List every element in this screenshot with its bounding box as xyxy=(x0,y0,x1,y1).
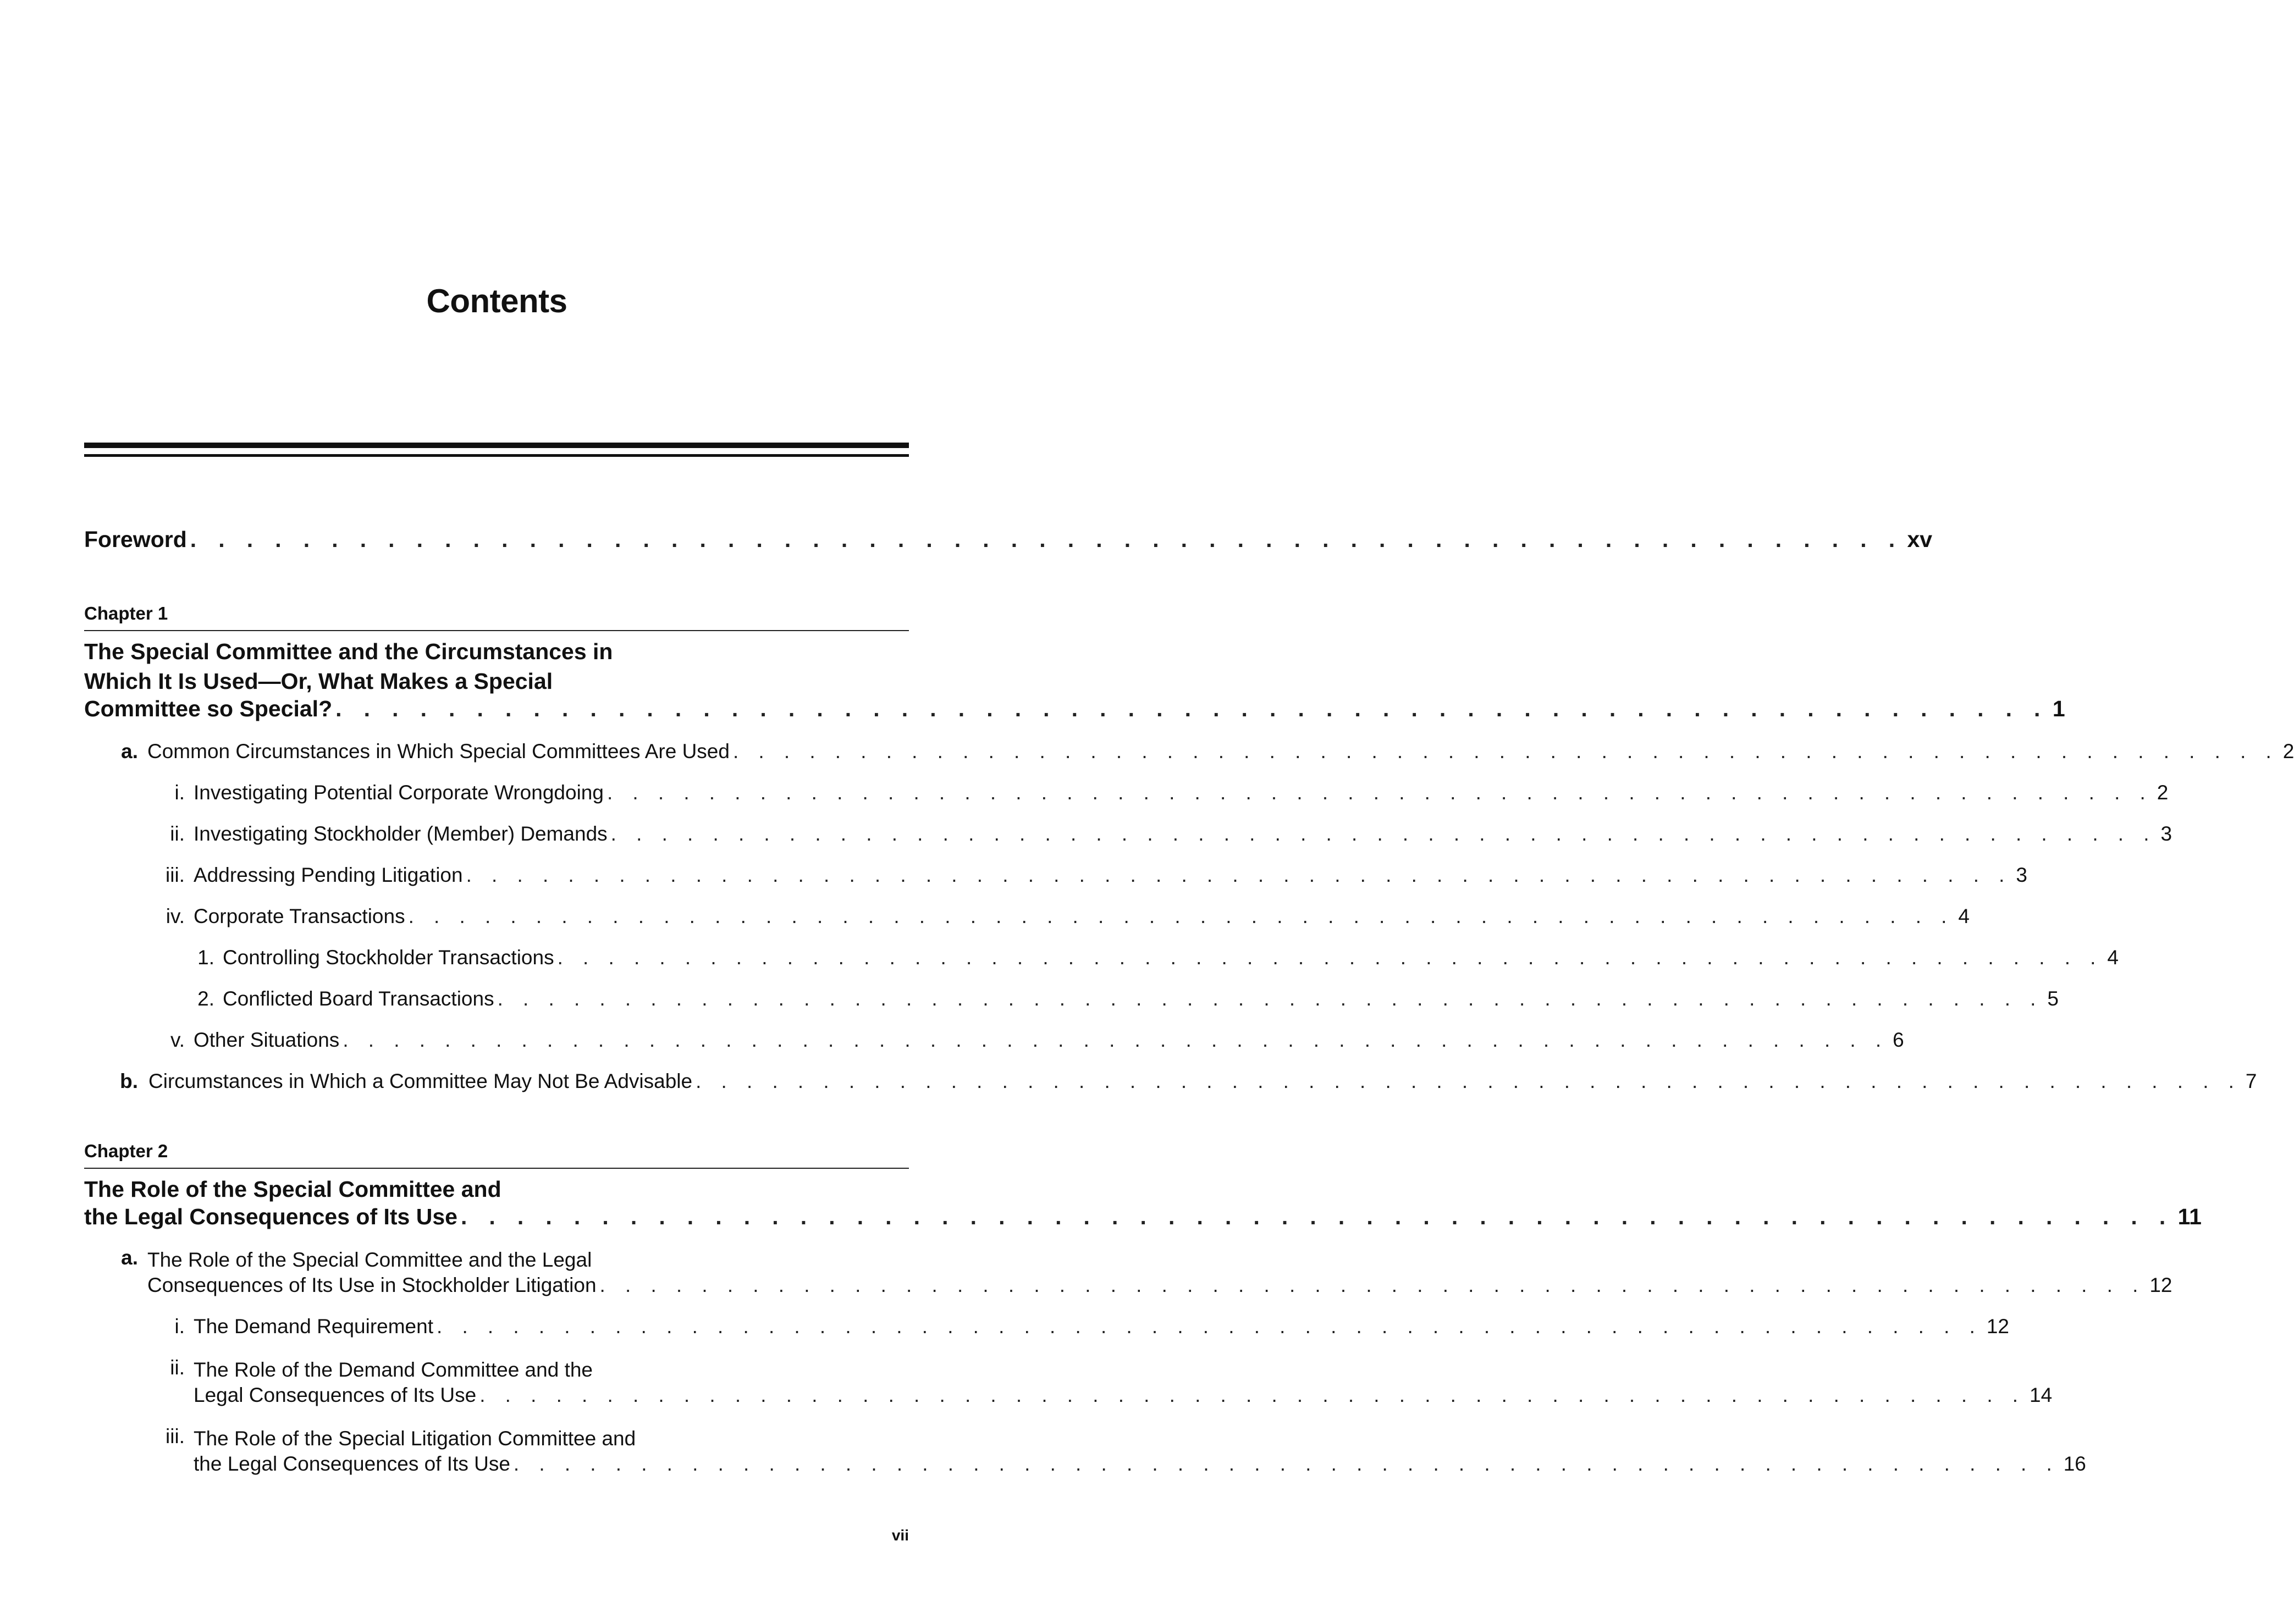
chapter-1-page: 1 xyxy=(2052,696,2065,721)
entry-title: Investigating Potential Corporate Wrongdoing xyxy=(194,781,604,804)
toc-entry[interactable] xyxy=(194,905,1970,928)
toc-entry[interactable] xyxy=(223,946,2119,969)
entry-title: Investigating Stockholder (Member) Demands xyxy=(194,822,608,845)
entry-page: 6 xyxy=(1893,1029,1904,1051)
chapter-2-title-line: The Role of the Special Committee and xyxy=(84,1176,501,1202)
entry-marker: ii. xyxy=(170,1356,185,1379)
toc-entry[interactable] xyxy=(194,822,2172,846)
entry-marker: 2. xyxy=(197,987,214,1010)
entry-page: 12 xyxy=(2149,1274,2172,1296)
leader-dots: . . . . . . . . . . . . . . . . . . . . . . . . . . . . . . . . . . . . . . . . . . . . . . . . . . . . . . . . . . . . . xyxy=(437,1315,1982,1338)
toc-chapter-1[interactable] xyxy=(84,696,2065,722)
leader-dots: . . . . . . . . . . . . . . . . . . . . . . . . . . . . . . . . . . . . . . . . . . . . . . . . . . . . . . . . . . . . . xyxy=(599,1274,2146,1296)
toc-entry[interactable] xyxy=(194,1029,1904,1052)
entry-title: Controlling Stockholder Transactions xyxy=(223,946,554,969)
leader-dots: . . . . . . . . . . . . . . . . . . . . . . . . . . . . . . . . . . . . . . . . . . . . . . . . . . . . . . . . . . . . . xyxy=(335,696,2048,721)
entry-marker: a. xyxy=(121,740,138,763)
entry-title: Conflicted Board Transactions xyxy=(223,987,494,1010)
entry-marker: i. xyxy=(174,781,185,804)
toc-entry[interactable] xyxy=(148,1070,2257,1093)
entry-marker: ii. xyxy=(170,822,185,845)
entry-marker: 1. xyxy=(197,946,214,969)
toc-entry[interactable] xyxy=(194,1384,2053,1407)
leader-dots: . . . . . . . . . . . . . . . . . . . . . . . . . . . . . . . . . . . . . . . . . . . . . . . . . . . . . . . . . . . . . xyxy=(696,1070,2241,1092)
chapter-2-rule xyxy=(84,1168,909,1169)
title-rule-thin xyxy=(84,454,909,457)
entry-title-line: The Role of the Special Litigation Committee and xyxy=(194,1427,636,1450)
chapter-1-rule xyxy=(84,630,909,631)
entry-page: 2 xyxy=(2157,781,2169,804)
chapter-1-label: Chapter 1 xyxy=(84,603,168,623)
entry-page: 3 xyxy=(2160,822,2172,845)
leader-dots: . . . . . . . . . . . . . . . . . . . . . . . . . . . . . . . . . . . . . . . . . . . . . . . . . . . . . . . . . . . . . xyxy=(610,822,2157,845)
entry-page: 4 xyxy=(2107,946,2119,969)
entry-marker: a. xyxy=(121,1246,138,1269)
toc-entry[interactable] xyxy=(194,1452,2086,1476)
foreword-label: Foreword xyxy=(84,527,187,552)
toc-entry[interactable] xyxy=(194,864,2027,887)
title-rule-thick xyxy=(84,443,909,448)
leader-dots: . . . . . . . . . . . . . . . . . . . . . . . . . . . . . . . . . . . . . . . . . . . . . . . . . . . . . . . . . . . . . xyxy=(732,740,2279,763)
leader-dots: . . . . . . . . . . . . . . . . . . . . . . . . . . . . . . . . . . . . . . . . . . . . . . . . . . . . . . . . . . . . . xyxy=(513,1452,2059,1475)
entry-page: 16 xyxy=(2063,1452,2086,1475)
page-number: vii xyxy=(891,1527,909,1544)
chapter-2-title-line: the Legal Consequences of Its Use xyxy=(84,1204,457,1229)
leader-dots: . . . . . . . . . . . . . . . . . . . . . . . . . . . . . . . . . . . . . . . . . . . . . . . . . . . . . . . . . . . . . xyxy=(460,1204,2174,1229)
entry-title-line: The Role of the Demand Committee and the xyxy=(194,1358,593,1381)
entry-marker: b. xyxy=(120,1070,138,1092)
entry-page: 7 xyxy=(2245,1070,2257,1092)
leader-dots: . . . . . . . . . . . . . . . . . . . . . . . . . . . . . . . . . . . . . . . . . . . . . . . . . . . . . . . . . . . . . xyxy=(606,781,2153,804)
toc-entry[interactable] xyxy=(147,740,2294,763)
entry-title: Common Circumstances in Which Special Committees Are Used xyxy=(147,740,730,763)
foreword-page: xv xyxy=(1907,527,1933,552)
chapter-1-title-line: Which It Is Used—Or, What Makes a Special xyxy=(84,669,553,694)
leader-dots: . . . . . . . . . . . . . . . . . . . . . . . . . . . . . . . . . . . . . . . . . . . . . . . . . . . . . . . . . . . . . xyxy=(479,1384,2026,1406)
leader-dots: . . . . . . . . . . . . . . . . . . . . . . . . . . . . . . . . . . . . . . . . . . . . . . . . . . . . . . . . . . . . . xyxy=(190,527,1903,552)
toc-chapter-2[interactable] xyxy=(84,1204,2202,1230)
entry-title-line: the Legal Consequences of Its Use xyxy=(194,1452,510,1475)
chapter-1-title-line: Committee so Special? xyxy=(84,696,333,721)
page-title: Contents xyxy=(426,283,567,319)
entry-title-line: Consequences of Its Use in Stockholder Litigation xyxy=(147,1274,597,1296)
entry-title: Other Situations xyxy=(194,1029,340,1051)
chapter-2-label: Chapter 2 xyxy=(84,1141,168,1161)
leader-dots: . . . . . . . . . . . . . . . . . . . . . . . . . . . . . . . . . . . . . . . . . . . . . . . . . . . . . . . . . . . . . xyxy=(497,987,2043,1010)
leader-dots: . . . . . . . . . . . . . . . . . . . . . . . . . . . . . . . . . . . . . . . . . . . . . . . . . . . . . . . . . . . . . xyxy=(557,946,2103,969)
toc-entry[interactable] xyxy=(194,1315,2009,1338)
entry-title-line: The Role of the Special Committee and the Legal xyxy=(147,1249,592,1271)
chapter-2-page: 11 xyxy=(2177,1204,2202,1229)
entry-marker: v. xyxy=(170,1029,185,1051)
toc-foreword[interactable] xyxy=(84,527,1933,553)
entry-title: The Demand Requirement xyxy=(194,1315,433,1338)
entry-marker: iii. xyxy=(166,1425,185,1448)
toc-entry[interactable] xyxy=(147,1274,2172,1297)
toc-entry[interactable] xyxy=(223,987,2059,1010)
leader-dots: . . . . . . . . . . . . . . . . . . . . . . . . . . . . . . . . . . . . . . . . . . . . . . . . . . . . . . . . . . . . . xyxy=(466,864,2012,886)
entry-marker: i. xyxy=(174,1315,185,1338)
entry-page: 12 xyxy=(1986,1315,2009,1338)
entry-page: 14 xyxy=(2030,1384,2053,1406)
leader-dots: . . . . . . . . . . . . . . . . . . . . . . . . . . . . . . . . . . . . . . . . . . . . . . . . . . . . . . . . . . . . . xyxy=(343,1029,1889,1051)
entry-page: 4 xyxy=(1958,905,1970,927)
entry-title: Corporate Transactions xyxy=(194,905,405,927)
toc-entry[interactable] xyxy=(194,781,2169,804)
entry-marker: iv. xyxy=(166,905,185,927)
entry-page: 2 xyxy=(2282,740,2294,763)
entry-title-line: Legal Consequences of Its Use xyxy=(194,1384,477,1406)
entry-marker: iii. xyxy=(166,864,185,886)
entry-title: Addressing Pending Litigation xyxy=(194,864,463,886)
entry-page: 3 xyxy=(2016,864,2027,886)
chapter-1-title-line: The Special Committee and the Circumstances in xyxy=(84,639,613,664)
entry-page: 5 xyxy=(2047,987,2059,1010)
entry-title: Circumstances in Which a Committee May Not Be Advisable xyxy=(148,1070,693,1092)
leader-dots: . . . . . . . . . . . . . . . . . . . . . . . . . . . . . . . . . . . . . . . . . . . . . . . . . . . . . . . . . . . . . xyxy=(408,905,1954,927)
